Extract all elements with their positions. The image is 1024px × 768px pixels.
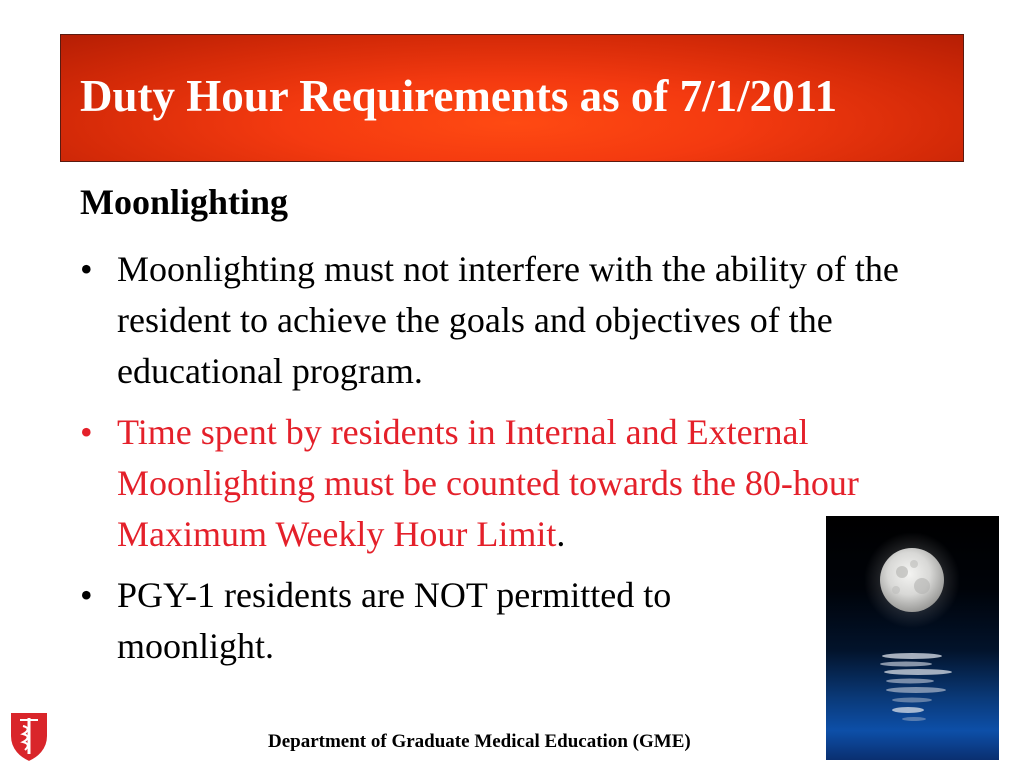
footer-text: Department of Graduate Medical Education (GME) — [268, 731, 691, 752]
bullet-marker: • — [80, 412, 93, 452]
bullet-text: Time spent by residents in Internal and External Moonlighting must be counted towards the 80-hour Maximum Weekly Hour Limit — [117, 412, 859, 554]
slide-title: Duty Hour Requirements as of 7/1/2011 — [80, 71, 838, 121]
bullet-marker: • — [80, 249, 93, 289]
shield-logo-icon — [6, 708, 52, 764]
bullet-marker: • — [80, 575, 93, 615]
section-heading: Moonlighting — [80, 182, 289, 222]
moon-illustration — [826, 516, 999, 760]
bullet-item — [80, 570, 817, 672]
bullet-text: Moonlighting must not interfere with the ability of the resident to achieve the goals and objectives of the educational program. — [117, 249, 899, 391]
title-bar — [60, 34, 964, 162]
moon-photo — [826, 516, 999, 760]
bullet-text: PGY-1 residents are NOT permitted to moonlight. — [117, 575, 672, 666]
bullet-period: . — [556, 514, 566, 554]
bullet-item — [80, 244, 980, 397]
